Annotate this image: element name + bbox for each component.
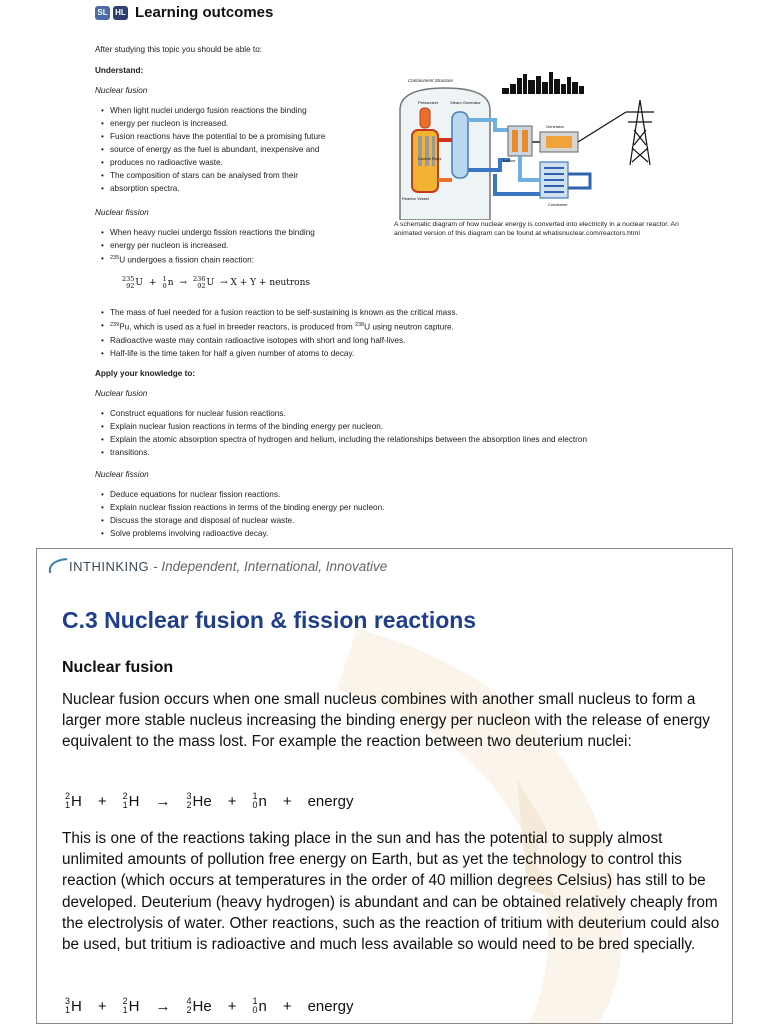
svg-text:Reactor Vessel: Reactor Vessel bbox=[402, 196, 429, 201]
understand-fusion-list bbox=[101, 104, 325, 195]
apply-fission-list bbox=[101, 488, 384, 540]
brand-tagline: - Independent, International, Innovative bbox=[153, 558, 388, 574]
learning-outcomes-title: Learning outcomes bbox=[135, 4, 274, 21]
diagram-caption: A schematic diagram of how nuclear energy is converted into electricity in a nuclear reactor. An animated version of this diagram can be found at whatisnuclear.com/reactors.html bbox=[394, 221, 679, 237]
list-item: • Deduce equations for nuclear fission reactions. bbox=[101, 488, 384, 501]
brand-bar bbox=[47, 557, 387, 575]
page-title: C.3 Nuclear fusion & fission reactions bbox=[62, 607, 477, 633]
list-item: • transitions. bbox=[101, 446, 587, 459]
svg-text:Steam Generator: Steam Generator bbox=[450, 100, 481, 105]
isotope: 2 1 H bbox=[122, 996, 140, 1015]
isotope: 1 0 n bbox=[252, 996, 267, 1015]
transmission-tower-icon bbox=[578, 100, 654, 165]
inthinking-logo-icon bbox=[47, 557, 69, 575]
nuclear-reactor-diagram bbox=[390, 70, 675, 220]
intro-text: After studying this topic you should be able to: bbox=[95, 45, 263, 54]
isotope: 4 2 He bbox=[186, 996, 212, 1015]
fission-equation: 235 92 U + 1 0 n → 236 92 U → X + Y + neutrons bbox=[122, 275, 311, 290]
list-item: • Half-life is the time taken for half a given number of atoms to decay. bbox=[101, 347, 458, 360]
list-item: • Radioactive waste may contain radioactive isotopes with short and long half-lives. bbox=[101, 334, 458, 347]
understand-fission-list bbox=[101, 226, 315, 267]
isotope: 3 2 He bbox=[186, 791, 212, 810]
isotope: 2 1 H bbox=[65, 791, 82, 810]
fusion-paragraph-2: This is one of the reactions taking place in the sun and has the potential to supply almost unlimited amounts of pollution free energy on Earth, but as yet the technology to control this reaction (which occurs at temperatures in the order of 40 million degrees Celsius) has still to be developed. Deuterium (heavy hydrogen) is abundant and can be obtained relatively cheaply from the electrolysis of water. Other reactions, such as the reaction of tritium with deuterium could also be used, but tritium is radioactive and much less available so would need to be bred specially. bbox=[62, 830, 720, 954]
apply-fusion-list bbox=[101, 407, 587, 459]
svg-text:Pressurizer: Pressurizer bbox=[418, 100, 439, 105]
list-item: • The composition of stars can be analysed from their bbox=[101, 169, 325, 182]
turbine bbox=[508, 126, 532, 156]
hl-badge: HL bbox=[113, 6, 128, 20]
apply-fusion-label: Nuclear fusion bbox=[95, 389, 148, 398]
list-item: • The mass of fuel needed for a fusion reaction to be self-sustaining is known as the critical mass. bbox=[101, 306, 458, 319]
list-item: • Explain the atomic absorption spectra of hydrogen and helium, including the relationships between the absorption lines and electron bbox=[101, 433, 587, 446]
apply-heading: Apply your knowledge to: bbox=[95, 369, 196, 378]
svg-text:Generator: Generator bbox=[546, 124, 565, 129]
svg-text:Containment Structure: Containment Structure bbox=[408, 78, 454, 83]
learning-outcomes-header bbox=[95, 4, 273, 21]
list-item: • When light nuclei undergo fusion reactions the binding bbox=[101, 104, 325, 117]
list-item: • energy per nucleon is increased. bbox=[101, 239, 315, 252]
apply-fission-label: Nuclear fission bbox=[95, 470, 149, 479]
fusion-paragraph-1: Nuclear fusion occurs when one small nucleus combines with another small nucleus to form a larger more stable nucleus increasing the binding energy per nucleon with the release of energy equivalent to the mass lost. For example the reaction between two deuterium nuclei: bbox=[62, 691, 710, 751]
isotope: 1 0 n bbox=[252, 791, 267, 810]
list-item: • energy per nucleon is increased. bbox=[101, 117, 325, 130]
fusion-equation-2: 3 1 H + 2 1 H → 4 2 He + 1 0 n + energy bbox=[65, 996, 354, 1015]
understand-extra-list bbox=[101, 306, 458, 360]
understand-heading: Understand: bbox=[95, 66, 144, 75]
list-item: • produces no radioactive waste. bbox=[101, 156, 325, 169]
fusion-label: Nuclear fusion bbox=[95, 86, 148, 95]
list-item: • Solve problems involving radioactive decay. bbox=[101, 527, 384, 540]
fusion-equation-1: 2 1 H + 2 1 H → 3 2 He + 1 0 n + energy bbox=[65, 791, 354, 810]
condenser bbox=[540, 162, 590, 198]
inthinking-page bbox=[36, 548, 733, 1024]
brand-logo-text: INTHINKING bbox=[69, 558, 150, 574]
list-item: • absorption spectra. bbox=[101, 182, 325, 195]
list-item: • Explain nuclear fission reactions in terms of the binding energy per nucleon. bbox=[101, 501, 384, 514]
pressurizer bbox=[420, 108, 430, 128]
fission-label: Nuclear fission bbox=[95, 208, 149, 217]
section-heading: Nuclear fusion bbox=[62, 659, 174, 676]
svg-text:Turbine: Turbine bbox=[502, 158, 516, 163]
list-item: • Fusion reactions have the potential to be a promising future bbox=[101, 130, 325, 143]
city-skyline-icon bbox=[502, 72, 584, 94]
list-item: • Explain nuclear fusion reactions in terms of the binding energy per nucleon. bbox=[101, 420, 587, 433]
list-item: • Construct equations for nuclear fusion reactions. bbox=[101, 407, 587, 420]
isotope: 2 1 H bbox=[122, 791, 140, 810]
svg-text:Control Rods: Control Rods bbox=[418, 156, 442, 161]
list-item: • source of energy as the fuel is abundant, inexpensive and bbox=[101, 143, 325, 156]
sl-badge: SL bbox=[95, 6, 110, 20]
generator bbox=[540, 132, 578, 152]
steam-generator bbox=[452, 112, 468, 178]
list-item: • $^{239}$Pu, which is used as a fuel in breeder reactors, is produced from $^{238}$U using neutron capture. bbox=[101, 319, 458, 334]
list-item: • Discuss the storage and disposal of nuclear waste. bbox=[101, 514, 384, 527]
list-item: • When heavy nuclei undergo fission reactions the binding bbox=[101, 226, 315, 239]
list-item: • $^{235}$U undergoes a fission chain reaction: bbox=[101, 252, 315, 267]
svg-text:Condenser: Condenser bbox=[548, 202, 568, 207]
isotope: 3 1 H bbox=[65, 996, 82, 1015]
